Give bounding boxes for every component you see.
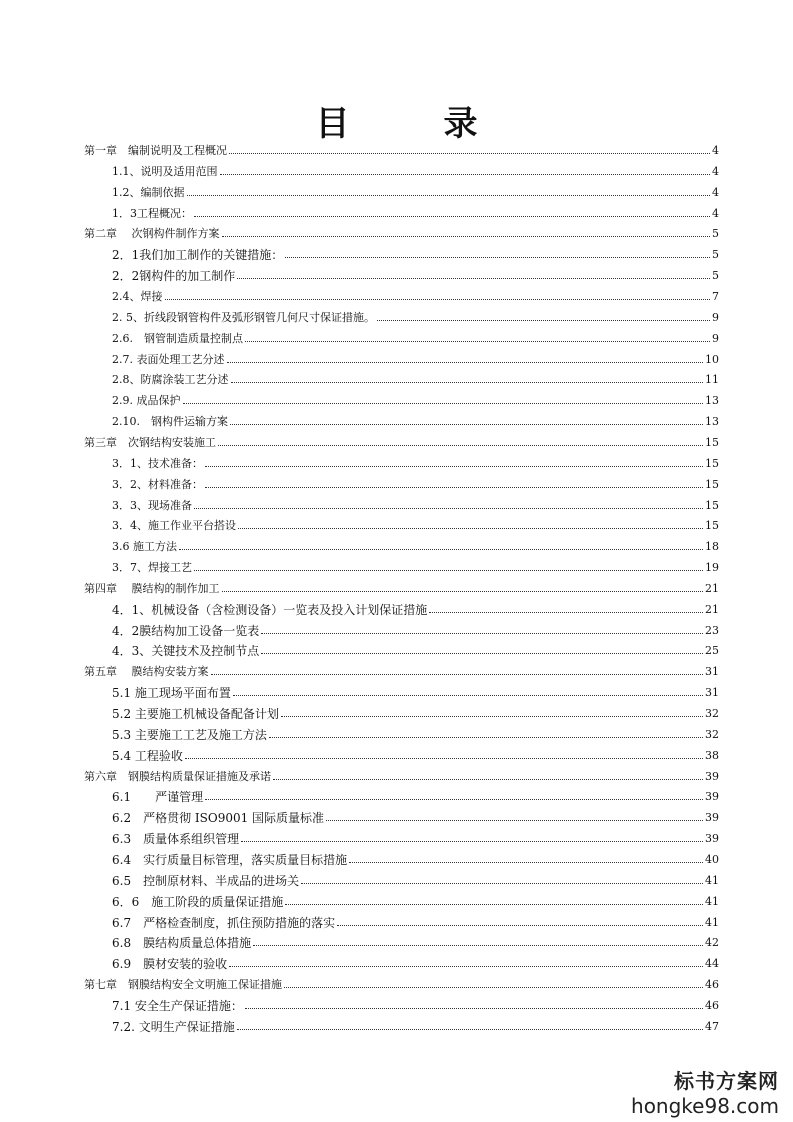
toc-page-number: 39 (705, 811, 719, 825)
toc-page-number: 5 (712, 248, 719, 262)
toc-page-number: 41 (705, 873, 719, 887)
toc-dot-leader (253, 945, 703, 946)
toc-section-entry[interactable] (112, 934, 719, 950)
toc-section-entry[interactable] (112, 288, 719, 304)
toc-entry-label: 5.4 工程验收 (112, 748, 183, 763)
toc-chapter-entry[interactable] (84, 580, 719, 596)
toc-page-number: 4 (712, 185, 719, 199)
toc-page-number: 9 (712, 331, 719, 345)
toc-page-number: 4 (712, 206, 719, 220)
toc-page-number: 4 (712, 144, 719, 157)
toc-entry-label: 第七章 钢膜结构安全文明施工保证措施 (84, 978, 282, 991)
toc-page-number: 47 (705, 1019, 719, 1033)
toc-dot-leader (222, 236, 711, 237)
toc-entry-label: 第三章 次钢结构安装施工 (84, 435, 216, 449)
toc-dot-leader (185, 758, 703, 759)
toc-page-number: 7 (712, 290, 719, 303)
toc-dot-leader (301, 883, 703, 884)
toc-chapter-entry[interactable] (84, 225, 719, 241)
toc-page-number: 13 (705, 394, 719, 408)
toc-dot-leader (261, 633, 703, 634)
toc-entry-label: 4．2膜结构加工设备一览表 (112, 623, 260, 638)
toc-entry-label: 2.6. 钢管制造质量控制点 (112, 331, 243, 345)
toc-entry-label: 4．1、机械设备（含检测设备）一览表及投入计划保证措施 (112, 602, 428, 617)
toc-dot-leader (349, 862, 703, 863)
watermark-site-name: 标书方案网 (674, 1069, 779, 1093)
toc-entry-label: 5.3 主要施工工艺及施工方法 (112, 727, 267, 742)
toc-entry-label: 2.9. 成品保护 (112, 394, 181, 408)
toc-entry-label: 2.4、焊接 (112, 290, 163, 303)
toc-dot-leader (179, 549, 703, 550)
toc-dot-leader (194, 570, 703, 571)
toc-chapter-entry[interactable] (84, 434, 719, 450)
toc-entry-label: 3．1、技术准备： (112, 456, 203, 470)
toc-entry-label: 第一章 编制说明及工程概况 (84, 144, 227, 157)
toc-section-entry[interactable] (112, 914, 719, 930)
toc-entry-label: 6．6 施工阶段的质量保证措施 (112, 894, 284, 909)
toc-entry-label: 第四章 膜结构的制作加工 (84, 581, 220, 595)
toc-chapter-entry[interactable] (84, 976, 719, 992)
toc-entry-label: 2．2钢构件的加工制作 (112, 269, 236, 284)
toc-section-entry[interactable] (112, 517, 719, 533)
toc-dot-leader (220, 174, 711, 175)
toc-entry-label: 2.7. 表面处理工艺分述 (112, 352, 225, 366)
toc-dot-leader (218, 445, 703, 446)
toc-page-number: 32 (705, 727, 719, 741)
toc-page-number: 21 (705, 602, 719, 616)
toc-page-number: 38 (705, 748, 719, 762)
toc-entry-label: 3．2、材料准备： (112, 477, 203, 491)
toc-entry-label: 1.2、编制依据 (112, 185, 185, 199)
toc-dot-leader (237, 1029, 703, 1030)
toc-page-number: 18 (705, 540, 719, 554)
toc-entry-label: 第六章 钢膜结构质量保证措施及承诺 (84, 769, 271, 783)
toc-dot-leader (245, 1008, 703, 1009)
title-char-2: 录 (443, 104, 478, 144)
toc-page-number: 39 (705, 832, 719, 846)
toc-chapter-entry[interactable] (84, 768, 719, 784)
title-char-1: 目 (315, 104, 350, 144)
toc-section-entry[interactable] (112, 1018, 719, 1034)
toc-entry-label: 5.1 施工现场平面布置 (112, 686, 231, 701)
toc-dot-leader (284, 987, 703, 988)
toc-entry-label: 3．4、施工作业平台搭设 (112, 519, 236, 533)
toc-dot-leader (165, 299, 711, 300)
toc-dot-leader (269, 737, 703, 738)
toc-section-entry[interactable] (112, 851, 719, 867)
toc-entry-label: 4．3、关键技术及控制节点 (112, 644, 260, 659)
page-title (0, 96, 793, 145)
toc-page-number: 19 (705, 561, 719, 574)
toc-dot-leader (229, 153, 710, 154)
toc-page-number: 15 (705, 519, 719, 533)
toc-page-number: 5 (712, 269, 719, 283)
toc-section-entry[interactable] (112, 559, 719, 575)
watermark-url: hongke98.com (631, 1094, 779, 1118)
watermark (631, 1065, 779, 1118)
toc-section-entry[interactable] (112, 392, 719, 408)
toc-section-entry[interactable] (112, 747, 719, 763)
toc-section-entry[interactable] (112, 497, 719, 513)
toc-dot-leader (187, 195, 711, 196)
toc-section-entry[interactable] (112, 267, 719, 283)
toc-page-number: 15 (705, 435, 719, 449)
toc-entry-label: 3.6 施工方法 (112, 540, 177, 554)
toc-dot-leader (337, 925, 703, 926)
toc-chapter-entry[interactable] (84, 142, 719, 158)
toc-section-entry[interactable] (112, 684, 719, 700)
toc-section-entry[interactable] (112, 351, 719, 367)
toc-dot-leader (227, 362, 704, 363)
toc-section-entry[interactable] (112, 330, 719, 346)
toc-section-entry[interactable] (112, 538, 719, 554)
toc-entry-label: 2.8、防腐涂装工艺分述 (112, 373, 229, 387)
toc-dot-leader (229, 966, 703, 967)
toc-entry-label: 1.1、说明及适用范围 (112, 164, 218, 178)
toc-page-number: 32 (705, 707, 719, 720)
toc-dot-leader (273, 779, 703, 780)
toc-section-entry[interactable] (112, 413, 719, 429)
toc-entry-label: 6.1 严谨管理 (112, 790, 204, 805)
toc-page-number: 5 (712, 227, 719, 241)
toc-page-number: 40 (705, 852, 719, 866)
toc-dot-leader (211, 674, 704, 675)
toc-page-number: 31 (705, 686, 719, 700)
toc-page-number: 39 (705, 769, 719, 783)
toc-page-number: 46 (705, 978, 719, 991)
toc-section-entry[interactable] (112, 872, 719, 888)
toc-page-number: 44 (705, 957, 719, 971)
toc-entry-label: 1．3工程概况： (112, 206, 192, 220)
toc-section-entry[interactable] (112, 809, 719, 825)
toc-dot-leader (237, 278, 710, 279)
toc-dot-leader (194, 508, 703, 509)
toc-entry-label: 6.9 膜材安装的验收 (112, 957, 228, 972)
toc-entry-label: 6.5 控制原材料、半成品的进场关 (112, 873, 300, 888)
toc-dot-leader (205, 487, 703, 488)
toc-entry-label: 3．3、现场准备 (112, 498, 192, 512)
toc-section-entry[interactable] (112, 455, 719, 471)
toc-section-entry[interactable] (112, 309, 719, 325)
toc-dot-leader (241, 841, 703, 842)
toc-dot-leader (194, 216, 710, 217)
toc-page-number: 11 (705, 373, 719, 387)
toc-entry-label: 7.2. 文明生产保证措施 (112, 1019, 235, 1034)
toc-page-number: 39 (705, 790, 719, 804)
toc-dot-leader (429, 612, 703, 613)
toc-page-number: 15 (705, 498, 719, 512)
toc-entry-label: 6.8 膜结构质量总体措施 (112, 936, 252, 951)
toc-entry-label: 6.3 质量体系组织管理 (112, 832, 240, 847)
toc-page-number: 41 (705, 915, 719, 929)
toc-page-number: 46 (705, 998, 719, 1012)
toc-dot-leader (238, 528, 703, 529)
toc-dot-leader (231, 382, 704, 383)
toc-section-entry[interactable] (112, 184, 719, 200)
toc-entry-label: 3．7、焊接工艺 (112, 561, 192, 574)
toc-dot-leader (285, 904, 703, 905)
toc-page-number: 13 (705, 415, 719, 429)
toc-dot-leader (205, 466, 703, 467)
toc-section-entry[interactable] (112, 788, 719, 804)
toc-dot-leader (326, 820, 703, 821)
toc-entry-label: 2. 5、折线段钢管构件及弧形钢管几何尺寸保证措施。 (112, 310, 375, 324)
toc-chapter-entry[interactable] (84, 663, 719, 679)
toc-page-number: 31 (705, 665, 719, 679)
toc-page-number: 41 (705, 894, 719, 908)
toc-page-number: 10 (705, 352, 719, 366)
toc-entry-label: 第二章 次钢构件制作方案 (84, 227, 220, 241)
toc-dot-leader (261, 653, 703, 654)
toc-page-number: 25 (705, 644, 719, 658)
toc-dot-leader (281, 716, 703, 717)
toc-section-entry[interactable] (112, 997, 719, 1013)
toc-dot-leader (205, 799, 703, 800)
toc-page-number: 15 (705, 456, 719, 470)
toc-entry-label: 2.10. 钢构件运输方案 (112, 415, 228, 429)
toc-section-entry[interactable] (112, 642, 719, 658)
toc-dot-leader (183, 403, 704, 404)
toc-dot-leader (222, 591, 704, 592)
toc-section-entry[interactable] (112, 705, 719, 721)
toc-entry-label: 6.2 严格贯彻 ISO9001 国际质量标准 (112, 811, 325, 826)
toc-section-entry[interactable] (112, 893, 719, 909)
toc-section-entry[interactable] (112, 476, 719, 492)
toc-page-number: 23 (705, 623, 719, 637)
toc-section-entry[interactable] (112, 955, 719, 971)
toc-section-entry[interactable] (112, 622, 719, 638)
toc-page-number: 42 (705, 936, 719, 950)
toc-section-entry[interactable] (112, 830, 719, 846)
toc-section-entry[interactable] (112, 371, 719, 387)
toc-dot-leader (233, 695, 703, 696)
toc-section-entry[interactable] (112, 163, 719, 179)
toc-entry-label: 2．1我们加工制作的关键措施： (112, 248, 284, 263)
toc-entry-label: 7.1 安全生产保证措施： (112, 998, 243, 1013)
toc-entry-label: 6.7 严格检查制度，抓住预防措施的落实 (112, 915, 336, 930)
toc-dot-leader (285, 257, 710, 258)
toc-page-number: 15 (705, 477, 719, 491)
toc-section-entry[interactable] (112, 726, 719, 742)
toc-entry-label: 5.2 主要施工机械设备配备计划 (112, 707, 279, 721)
toc-dot-leader (245, 341, 710, 342)
toc-entry-label: 6.4 实行质量目标管理，落实质量目标措施 (112, 852, 348, 867)
toc-page-number: 21 (705, 581, 719, 595)
toc-dot-leader (377, 320, 710, 321)
toc-page-number: 4 (712, 164, 719, 178)
toc-dot-leader (230, 424, 703, 425)
toc-section-entry[interactable] (112, 246, 719, 262)
toc-section-entry[interactable] (112, 601, 719, 617)
toc-entry-label: 第五章 膜结构安装方案 (84, 665, 209, 679)
toc-section-entry[interactable] (112, 205, 719, 221)
toc-page-number: 9 (712, 310, 719, 324)
